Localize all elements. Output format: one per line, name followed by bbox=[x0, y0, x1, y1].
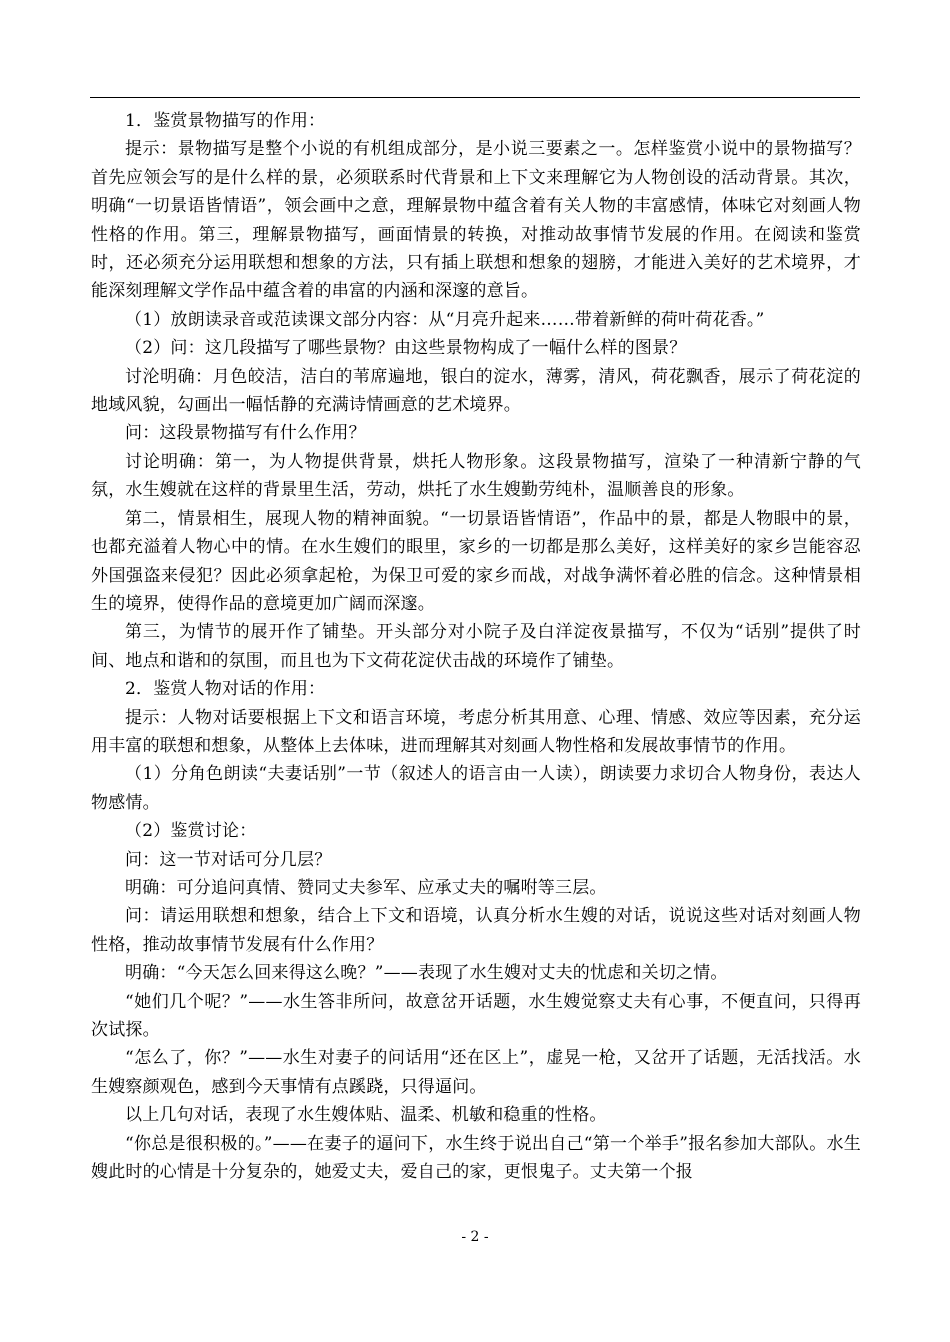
paragraph: 问：请运用联想和想象，结合上下文和语境，认真分析水生嫂的对话，说说这些对话对刻画人物性格，推动故事情节发展有什么作用？ bbox=[91, 906, 861, 955]
paragraph: “你总是很积极的。”——在妻子的逼问下，水生终于说出自己“第一个举手”报名参加大部队。水生嫂此时的心情是十分复杂的，她爱丈夫，爱自己的家，更恨鬼子。丈夫第一个报 bbox=[91, 1133, 861, 1183]
paragraph: 提示：人物对话要根据上下文和语言环境，考虑分析其用意、心理、情感、效应等因素，充分运用丰富的联想和想象，从整体上去体味，进而理解其对刻画人物性格和发展故事情节的作用。 bbox=[91, 707, 861, 756]
paragraph: （1）放朗读录音或范读课文部分内容：从“月亮升起来……带着新鲜的荷叶荷花香。” bbox=[125, 309, 765, 330]
paragraph: （1）分角色朗读“夫妻话别”一节（叙述人的语言由一人读），朗读要力求切合人物身份，表达人物感情。 bbox=[91, 764, 861, 813]
paragraph: 以上几句对话，表现了水生嫂体贴、温柔、机敏和稳重的性格。 bbox=[125, 1105, 607, 1126]
paragraph: 提示：景物描写是整个小说的有机组成部分，是小说三要素之一。怎样鉴赏小说中的景物描写？首先应领会写的是什么样的景，必须联系时代背景和上下文来理解它为人物创设的活动背景。其次，明确“一切景语皆情语”，领会画中之意，理解景物中蕴含着有关人物的丰富感情，体味它对刻画人物性格的作用。第三，理解景物描写，画面情景的转换，对推动故事情节发展的作用。在阅读和鉴赏时，还必须充分运用联想和想象的方法，只有插上联想和想象的翅膀，才能进入美好的艺术境界，才能深刻理解文学作品中蕴含着的串富的内涵和深邃的意旨。 bbox=[91, 139, 861, 302]
paragraph: “她们几个呢？”——水生答非所问，故意岔开话题，水生嫂觉察丈夫有心事，不便直问，只得再次试探。 bbox=[91, 991, 861, 1040]
paragraph: 讨沦明确：月色皎洁，洁白的苇席遍地，银白的淀水，薄雾，清风，荷花飘香，展示了荷花淀的地域风貌，勾画出一幅恬静的充满诗情画意的艺术境界。 bbox=[91, 366, 861, 416]
paragraph: “怎么了，你？”——水生对妻子的问话用“还在区上”，虚晃一枪，又岔开了话题，无活找活。水生嫂察颜观色，感到今天事情有点蹊跷，只得逼问。 bbox=[91, 1048, 861, 1097]
paragraph: 讨论明确：第一，为人物提供背景，烘托人物形象。这段景物描写，渲染了一种清新宁静的气氛，水生嫂就在这样的背景里生活，劳动，烘托了水生嫂勤劳纯朴，温顺善良的形象。 bbox=[91, 451, 861, 501]
paragraph: （2）鉴赏讨论： bbox=[125, 821, 257, 842]
paragraph: 问：这段景物描写有什么作用？ bbox=[125, 423, 366, 444]
paragraph: （2）问：这几段描写了哪些景物？由这些景物构成了一幅什么样的图景？ bbox=[125, 338, 687, 359]
paragraph: 第三，为情节的展开作了铺垫。开头部分对小院子及白洋淀夜景描写，不仅为“话别”提供了时间、地点和谐和的氛围，而且也为下文荷花淀伏击战的环境作了铺垫。 bbox=[91, 622, 861, 671]
heading-dialogue: 2．鉴赏人物对话的作用： bbox=[125, 679, 326, 700]
paragraph: 明确：“今天怎么回来得这么晚？”——表现了水生嫂对丈夫的忧虑和关切之情。 bbox=[125, 963, 728, 984]
page-number: - 2 - bbox=[461, 1229, 489, 1245]
paragraph: 问：这一节对话可分几层？ bbox=[125, 849, 332, 870]
paragraph: 第二，情景相生，展现人物的精神面貌。“一切景语皆情语”，作品中的景，都是人物眼中的景，也都充溢着人物心中的情。在水生嫂们的眼里，家乡的一切都是那么美好，这样美好的家乡岂能容忍外国强盗来侵犯？因此必须拿起枪，为保卫可爱的家乡而战，对战争满怀着必胜的信念。这种情景相生的境界，使得作品的意境更加广阔而深邃。 bbox=[91, 508, 861, 614]
body-text bbox=[91, 107, 861, 1186]
heading-scenery: 1．鉴赏景物描写的作用： bbox=[125, 111, 326, 131]
header-rule bbox=[90, 97, 860, 98]
paragraph: 明确：可分追问真情、赞同丈夫参军、应承丈夫的嘱咐等三层。 bbox=[125, 877, 607, 898]
